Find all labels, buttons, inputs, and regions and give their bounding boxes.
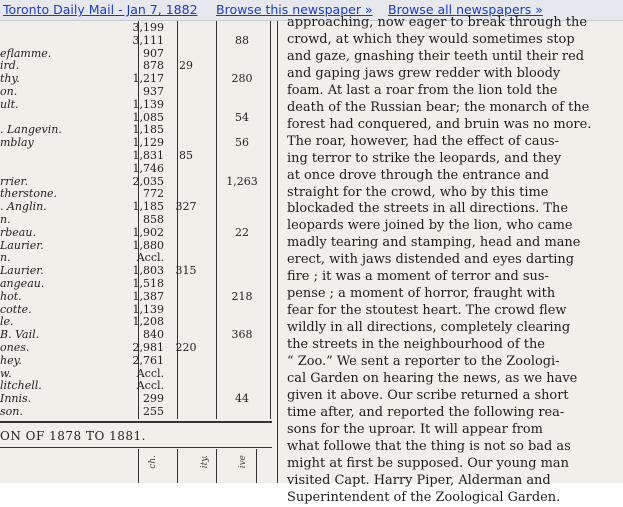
article-line: “ Zoo.” We sent a reporter to the Zoologi- bbox=[287, 354, 560, 369]
table-cell-total: 1,746 bbox=[132, 161, 164, 175]
table-cell-a: 327 bbox=[175, 200, 197, 214]
table-cell-total: 878 bbox=[143, 59, 164, 73]
table-cell-total: 1,518 bbox=[132, 277, 164, 290]
table-cell-total: 2,981 bbox=[132, 341, 164, 354]
table-cell-name: son. bbox=[0, 405, 23, 418]
article-line: visited Capt. Harry Piper, Alderman and bbox=[287, 472, 551, 488]
table-column-rule bbox=[216, 21, 217, 419]
table-cell-total: 1,085 bbox=[132, 110, 164, 124]
newspaper-scan bbox=[0, 15, 623, 505]
article-line: fear for the stoutest heart. The crowd flew bbox=[287, 303, 567, 319]
article-line: The roar, however, had the effect of caus- bbox=[287, 133, 559, 149]
article-line: cal Garden on hearing the news, as we have bbox=[287, 370, 578, 386]
table-cell-total: 255 bbox=[143, 405, 164, 418]
column-heading: ity. bbox=[200, 455, 210, 469]
table-title-rule bbox=[0, 447, 272, 448]
table-column-rule bbox=[177, 449, 178, 483]
article-line: the streets in the neighbourhood of the bbox=[287, 337, 545, 353]
table-cell-total: 1,208 bbox=[132, 315, 164, 329]
article-line: time after, and reported the following rea- bbox=[287, 404, 565, 420]
table-cell-total: Accl. bbox=[136, 251, 164, 265]
column-divider bbox=[277, 21, 278, 483]
table-cell-total: 1,217 bbox=[132, 72, 164, 86]
article-line: and gaping jaws grew redder with bloody bbox=[287, 65, 561, 81]
table-cell-name: litchell. bbox=[0, 379, 42, 393]
article-line: given it above. Our scribe returned a short bbox=[287, 387, 569, 403]
table-cell-total: 937 bbox=[143, 85, 164, 98]
table-cell-total: 772 bbox=[143, 187, 164, 201]
table-cell-name: mblay bbox=[0, 136, 34, 150]
article-line: straight for the crowd, who by this time bbox=[287, 184, 549, 200]
table-cell-total: 1,139 bbox=[132, 97, 164, 111]
table-cell-name: . Langevin. bbox=[0, 123, 62, 137]
table-cell-name: therstone. bbox=[0, 187, 58, 201]
newspaper-title-link[interactable]: Toronto Daily Mail - Jan 7, 1882 bbox=[3, 2, 198, 17]
table-column-rule bbox=[256, 449, 257, 483]
column-heading: ch. bbox=[148, 455, 158, 469]
article-column bbox=[287, 15, 617, 505]
table-cell-name: rrier. bbox=[0, 174, 29, 188]
article-line: foam. At last a roar from the lion told the bbox=[287, 82, 558, 98]
article-line: and gaze, gnashing their teeth until their red bbox=[287, 48, 585, 64]
table-cell-name: B. Vail. bbox=[0, 328, 40, 342]
article-line: Superintendent of the Zoological Garden. bbox=[287, 489, 561, 505]
table-cell-total: 1,803 bbox=[132, 264, 164, 278]
article-line: blockaded the streets in all directions. The bbox=[287, 201, 569, 217]
table-cell-name: ult. bbox=[0, 97, 19, 111]
table-cell-total: Accl. bbox=[136, 366, 164, 380]
table-cell-b: 44 bbox=[235, 392, 249, 406]
article-line: pense ; a moment of horror, fraught with bbox=[287, 286, 556, 302]
article-line: what followe that the thing is not so bad as bbox=[287, 438, 571, 454]
table-cell-name: hot. bbox=[0, 289, 22, 303]
table-cell-total: 1,185 bbox=[132, 200, 164, 214]
table-cell-total: 907 bbox=[143, 46, 164, 60]
table-cell-name: on. bbox=[0, 85, 18, 98]
article-line: madly tearing and stamping, head and mane bbox=[287, 235, 581, 251]
table-title: ON OF 1878 TO 1881. bbox=[0, 429, 146, 443]
table-cell-total: 1,139 bbox=[132, 302, 164, 316]
table-cell-name: cotte. bbox=[0, 302, 32, 316]
table-cell-total: 858 bbox=[143, 213, 164, 226]
table-cell-a: 220 bbox=[175, 341, 197, 354]
table-column-rule bbox=[270, 21, 271, 419]
article-line: leopards were joined by the lion, who came bbox=[287, 218, 573, 234]
table-cell-name: hey. bbox=[0, 353, 22, 367]
article-line: approaching, now eager to break through the bbox=[287, 15, 588, 30]
table-cell-total: 1,185 bbox=[132, 123, 164, 137]
table-cell-b: 1,263 bbox=[226, 174, 258, 188]
table-cell-total: 2,035 bbox=[132, 174, 164, 188]
article-line: fire ; it was a moment of terror and sus- bbox=[287, 269, 549, 285]
table-cell-total: 2,761 bbox=[132, 353, 164, 367]
table-cell-a: 315 bbox=[175, 264, 197, 278]
table-cell-name: Laurier. bbox=[0, 264, 44, 278]
table-cell-name: w. bbox=[0, 366, 12, 380]
table-cell-total: 299 bbox=[143, 392, 164, 406]
table-cell-total: 1,902 bbox=[132, 225, 164, 239]
article-line: crowd, at which they would sometimes stop bbox=[287, 31, 575, 47]
browse-this-newspaper-link[interactable]: Browse this newspaper » bbox=[216, 2, 373, 17]
article-line: at once drove through the entrance and bbox=[287, 167, 550, 183]
table-cell-name: thy. bbox=[0, 72, 20, 86]
browse-all-newspapers-link[interactable]: Browse all newspapers » bbox=[388, 2, 543, 17]
table-column-rule bbox=[138, 449, 139, 483]
table-cell-total: 1,831 bbox=[132, 149, 164, 162]
table-cell-total: 3,199 bbox=[132, 21, 164, 34]
table-cell-b: 280 bbox=[231, 72, 253, 86]
table-cell-name: Innis. bbox=[0, 392, 32, 406]
column-heading: ive bbox=[238, 455, 248, 469]
table-cell-total: 1,129 bbox=[132, 136, 164, 150]
table-cell-a: 29 bbox=[179, 59, 193, 73]
table-cell-b: 22 bbox=[235, 225, 249, 239]
table-cell-total: 840 bbox=[143, 328, 164, 342]
table-cell-name: le. bbox=[0, 315, 14, 329]
table-bottom-rule bbox=[0, 421, 272, 423]
table-cell-name: n. bbox=[0, 213, 11, 226]
table-cell-b: 88 bbox=[235, 33, 249, 47]
table-cell-name: . Anglin. bbox=[0, 200, 47, 214]
table-cell-name: Laurier. bbox=[0, 238, 44, 252]
article-line: erect, with jaws distended and eyes darting bbox=[287, 252, 575, 268]
table-cell-b: 56 bbox=[235, 136, 249, 150]
table-cell-total: 1,880 bbox=[132, 238, 164, 252]
table-cell-name: angeau. bbox=[0, 277, 45, 290]
table-cell-b: 368 bbox=[231, 328, 253, 342]
table-column-rule bbox=[216, 449, 217, 483]
table-cell-total: 1,387 bbox=[132, 289, 164, 303]
table-cell-name: rbeau. bbox=[0, 225, 36, 239]
table-cell-total: 3,111 bbox=[132, 33, 164, 47]
table-cell-name: n. bbox=[0, 251, 11, 265]
article-line: sons for the uproar. It will appear from bbox=[287, 421, 543, 437]
table-column-rule bbox=[177, 21, 178, 419]
article-line: might at first be supposed. Our young man bbox=[287, 455, 569, 471]
table-cell-b: 54 bbox=[235, 110, 249, 124]
article-line: death of the Russian bear; the monarch of the bbox=[287, 99, 590, 115]
table-cell-b: 218 bbox=[231, 289, 253, 303]
table-cell-name: ones. bbox=[0, 341, 30, 354]
table-cell-a: 85 bbox=[179, 149, 193, 162]
article-line: ing terror to strike the leopards, and they bbox=[287, 150, 562, 166]
table-cell-name: eflamme. bbox=[0, 46, 52, 60]
table-cell-name: ird. bbox=[0, 59, 20, 73]
table-cell-total: Accl. bbox=[136, 379, 164, 393]
article-line: forest had conquered, and bruin was no more. bbox=[287, 116, 592, 132]
article-line: wildly in all directions, completely clearing bbox=[287, 320, 571, 336]
